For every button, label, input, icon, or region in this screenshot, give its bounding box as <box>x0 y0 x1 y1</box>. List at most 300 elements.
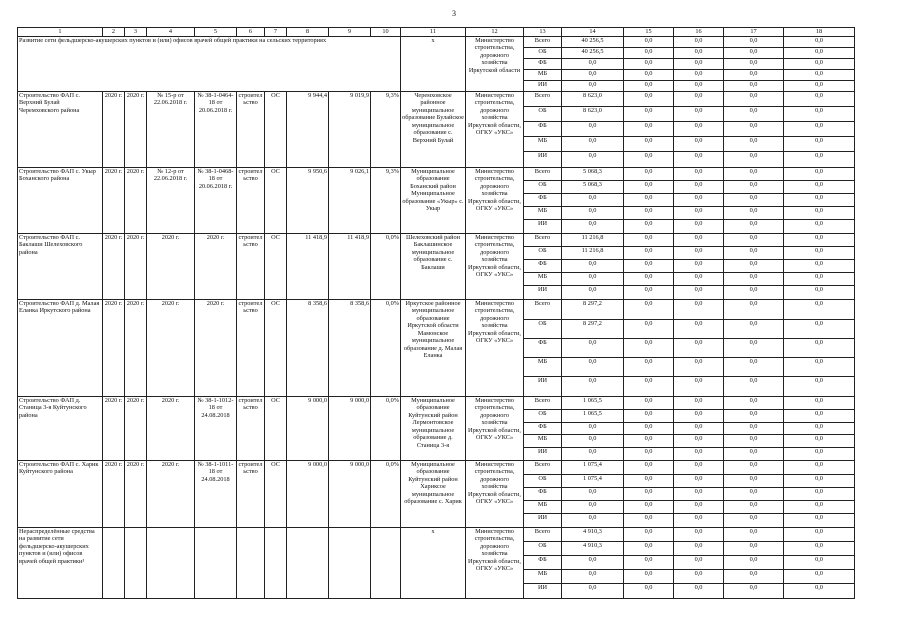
amount-cell: 0,0 <box>784 47 855 58</box>
amount-cell: 0,0 <box>624 513 674 527</box>
funding-source-label: ОБ <box>524 180 562 193</box>
fund-code: ОС <box>265 299 287 396</box>
amount-cell: 0,0 <box>624 569 674 583</box>
amount-cell: 0,0 <box>724 569 784 583</box>
column-header-4: 4 <box>147 28 195 37</box>
amount-cell: 0,0 <box>562 193 624 206</box>
remaining-cost: 9 026,1 <box>329 167 371 233</box>
amount-cell: 0,0 <box>724 396 784 409</box>
funding-source-label: ИИ <box>524 219 562 233</box>
amount-cell: 0,0 <box>624 151 674 167</box>
amount-cell: 0,0 <box>674 487 724 500</box>
amount-cell: 0,0 <box>724 106 784 121</box>
amount-cell: 0,0 <box>674 447 724 460</box>
amount-cell: 0,0 <box>674 259 724 272</box>
amount-cell: 0,0 <box>624 319 674 338</box>
estimated-cost <box>287 527 329 598</box>
responsible-executor: Министерство строительства, дорожного хозяйства Иркутской области, ОГКУ «УКС» <box>466 167 524 233</box>
amount-cell: 0,0 <box>674 206 724 219</box>
amount-cell: 0,0 <box>674 434 724 447</box>
amount-cell: 8 297,2 <box>562 299 624 319</box>
funding-source-label: Всего <box>524 460 562 474</box>
amount-cell: 11 216,8 <box>562 246 624 259</box>
amount-cell: 0,0 <box>624 460 674 474</box>
funding-source-label: ИИ <box>524 151 562 167</box>
municipality: х <box>401 527 466 598</box>
amount-cell: 8 623,0 <box>562 106 624 121</box>
funding-source-label: ИИ <box>524 285 562 299</box>
expertise-ref: 2020 г. <box>195 299 237 396</box>
amount-cell: 0,0 <box>624 500 674 513</box>
amount-cell: 0,0 <box>724 246 784 259</box>
amount-cell: 0,0 <box>724 513 784 527</box>
amount-cell: 40 256,5 <box>562 36 624 47</box>
amount-cell: 0,0 <box>724 91 784 106</box>
amount-cell: 0,0 <box>674 541 724 555</box>
amount-cell: 0,0 <box>784 500 855 513</box>
funding-source-label: ФБ <box>524 259 562 272</box>
amount-cell: 0,0 <box>784 555 855 569</box>
table-row <box>18 233 855 246</box>
object-name: Строительство ФАП с. Баклаши Шелеховского района <box>18 233 103 299</box>
amount-cell: 0,0 <box>674 47 724 58</box>
funding-source-label: ОБ <box>524 246 562 259</box>
amount-cell: 11 216,8 <box>562 233 624 246</box>
column-header-18: 18 <box>784 28 855 37</box>
amount-cell: 0,0 <box>562 555 624 569</box>
amount-cell: 5 068,3 <box>562 180 624 193</box>
fund-code: ОС <box>265 233 287 299</box>
page-number: 3 <box>452 9 456 18</box>
funding-source-label: Всего <box>524 167 562 180</box>
amount-cell: 0,0 <box>724 285 784 299</box>
amount-cell: 5 068,3 <box>562 167 624 180</box>
amount-cell: 0,0 <box>562 121 624 136</box>
responsible-executor: Министерство строительства, дорожного хозяйства Иркутской области, ОГКУ «УКС» <box>466 460 524 527</box>
amount-cell: 0,0 <box>624 167 674 180</box>
funding-source-label: ОБ <box>524 47 562 58</box>
expertise-ref: № 38-1-0468-18 от 20.06.2018 г. <box>195 167 237 233</box>
amount-cell: 0,0 <box>724 259 784 272</box>
column-header-7: 7 <box>265 28 287 37</box>
table-row <box>18 91 855 106</box>
amount-cell: 0,0 <box>562 58 624 69</box>
table-row <box>18 527 855 541</box>
amount-cell: 0,0 <box>784 233 855 246</box>
decree-ref: 2020 г. <box>147 233 195 299</box>
column-header-12: 12 <box>466 28 524 37</box>
amount-cell: 0,0 <box>562 69 624 80</box>
amount-cell: 0,0 <box>624 259 674 272</box>
amount-cell: 40 256,5 <box>562 47 624 58</box>
program-label: Развитие сети фельдшерско-акушерских пунктов и (или) офисов врачей общей практики на сельских территориях <box>18 36 401 91</box>
amount-cell: 0,0 <box>674 357 724 376</box>
amount-cell: 0,0 <box>674 527 724 541</box>
amount-cell: 0,0 <box>674 106 724 121</box>
estimated-cost: 9 000,0 <box>287 396 329 460</box>
amount-cell: 0,0 <box>562 136 624 151</box>
work-type: строительство <box>237 233 265 299</box>
amount-cell: 0,0 <box>724 555 784 569</box>
readiness-percent: 0,0% <box>371 396 401 460</box>
amount-cell: 0,0 <box>724 47 784 58</box>
header-row <box>18 28 855 37</box>
amount-cell: 0,0 <box>674 583 724 598</box>
amount-cell: 0,0 <box>624 91 674 106</box>
remaining-cost: 9 000,0 <box>329 396 371 460</box>
amount-cell: 0,0 <box>784 583 855 598</box>
amount-cell: 0,0 <box>784 434 855 447</box>
amount-cell: 0,0 <box>562 422 624 434</box>
funding-source-label: ИИ <box>524 513 562 527</box>
estimated-cost: 9 944,4 <box>287 91 329 167</box>
amount-cell: 4 910,3 <box>562 527 624 541</box>
amount-cell: 0,0 <box>724 69 784 80</box>
amount-cell: 0,0 <box>674 338 724 357</box>
amount-cell: 0,0 <box>674 409 724 422</box>
funding-source-label: ФБ <box>524 555 562 569</box>
amount-cell: 0,0 <box>624 219 674 233</box>
amount-cell: 0,0 <box>784 36 855 47</box>
amount-cell: 0,0 <box>784 80 855 91</box>
responsible-executor: Министерство строительства, дорожного хозяйства Иркутской области <box>466 36 524 91</box>
amount-cell: 0,0 <box>784 180 855 193</box>
amount-cell: 0,0 <box>784 285 855 299</box>
amount-cell: 0,0 <box>562 569 624 583</box>
amount-cell: 0,0 <box>562 376 624 396</box>
amount-cell: 1 075,4 <box>562 474 624 487</box>
amount-cell: 0,0 <box>724 487 784 500</box>
amount-cell: 0,0 <box>724 541 784 555</box>
column-header-3: 3 <box>125 28 147 37</box>
amount-cell: 0,0 <box>624 136 674 151</box>
amount-cell: 0,0 <box>674 319 724 338</box>
work-type: строительство <box>237 299 265 396</box>
funding-source-label: МБ <box>524 500 562 513</box>
funding-source-label: ОБ <box>524 541 562 555</box>
start-year: 2020 г. <box>103 460 125 527</box>
amount-cell: 0,0 <box>784 396 855 409</box>
amount-cell: 0,0 <box>674 151 724 167</box>
funding-source-label: ФБ <box>524 58 562 69</box>
amount-cell: 0,0 <box>784 167 855 180</box>
amount-cell: 0,0 <box>624 555 674 569</box>
table-row <box>18 460 855 474</box>
amount-cell: 0,0 <box>784 136 855 151</box>
amount-cell: 0,0 <box>784 193 855 206</box>
amount-cell: 0,0 <box>562 80 624 91</box>
amount-cell: 0,0 <box>562 285 624 299</box>
column-header-10: 10 <box>371 28 401 37</box>
readiness-percent: 0,0% <box>371 299 401 396</box>
amount-cell: 0,0 <box>562 434 624 447</box>
funding-source-label: ОБ <box>524 409 562 422</box>
amount-cell: 0,0 <box>784 246 855 259</box>
amount-cell: 0,0 <box>624 474 674 487</box>
amount-cell: 0,0 <box>624 69 674 80</box>
amount-cell: 0,0 <box>562 513 624 527</box>
amount-cell: 0,0 <box>624 409 674 422</box>
object-name: Строительство ФАП д. Станица 3-я Куйтунского района <box>18 396 103 460</box>
expertise-ref: 2020 г. <box>195 233 237 299</box>
amount-cell: 0,0 <box>674 136 724 151</box>
amount-cell: 0,0 <box>724 80 784 91</box>
remaining-cost: 9 019,9 <box>329 91 371 167</box>
amount-cell: 8 297,2 <box>562 319 624 338</box>
readiness-percent: 0,0% <box>371 460 401 527</box>
amount-cell: 0,0 <box>624 422 674 434</box>
amount-cell: 0,0 <box>624 47 674 58</box>
funding-source-label: Всего <box>524 396 562 409</box>
amount-cell: 0,0 <box>724 460 784 474</box>
amount-cell: 0,0 <box>674 569 724 583</box>
amount-cell: 0,0 <box>624 233 674 246</box>
funding-source-label: Всего <box>524 527 562 541</box>
column-header-17: 17 <box>724 28 784 37</box>
municipality: Муниципальное образование Куйтунский район Лермонтовское муниципальное образование д. Станица 3-я <box>401 396 466 460</box>
municipality: Черемховское районное муниципальное образование Булайское муниципальное образование с. Верхний Булай <box>401 91 466 167</box>
amount-cell: 0,0 <box>674 36 724 47</box>
funding-source-label: Всего <box>524 299 562 319</box>
amount-cell: 0,0 <box>724 319 784 338</box>
amount-cell: 0,0 <box>784 91 855 106</box>
decree-ref: 2020 г. <box>147 460 195 527</box>
table-row <box>18 36 855 47</box>
funding-source-label: ИИ <box>524 583 562 598</box>
fund-code: ОС <box>265 91 287 167</box>
column-header-6: 6 <box>237 28 265 37</box>
amount-cell: 0,0 <box>784 259 855 272</box>
funding-source-label: ИИ <box>524 80 562 91</box>
amount-cell: 0,0 <box>674 167 724 180</box>
amount-cell: 0,0 <box>724 151 784 167</box>
expertise-ref <box>195 527 237 598</box>
responsible-executor: Министерство строительства, дорожного хозяйства Иркутской области, ОГКУ «УКС» <box>466 396 524 460</box>
work-type: строительство <box>237 167 265 233</box>
amount-cell: 0,0 <box>674 513 724 527</box>
amount-cell: 0,0 <box>674 69 724 80</box>
estimated-cost: 11 418,9 <box>287 233 329 299</box>
readiness-percent: 0,0% <box>371 233 401 299</box>
remaining-cost: 11 418,9 <box>329 233 371 299</box>
amount-cell: 0,0 <box>724 180 784 193</box>
amount-cell: 0,0 <box>784 527 855 541</box>
amount-cell: 0,0 <box>724 136 784 151</box>
work-type: строительство <box>237 396 265 460</box>
amount-cell: 0,0 <box>784 487 855 500</box>
funding-source-label: ФБ <box>524 121 562 136</box>
funding-source-label: ИИ <box>524 376 562 396</box>
table-body <box>18 28 855 599</box>
end-year: 2020 г. <box>125 396 147 460</box>
funding-source-label: МБ <box>524 434 562 447</box>
fund-code <box>265 527 287 598</box>
amount-cell: 0,0 <box>724 583 784 598</box>
amount-cell: 0,0 <box>724 527 784 541</box>
amount-cell: 0,0 <box>624 106 674 121</box>
amount-cell: 0,0 <box>724 447 784 460</box>
amount-cell: 0,0 <box>562 272 624 285</box>
amount-cell: 0,0 <box>624 487 674 500</box>
amount-cell: 0,0 <box>674 80 724 91</box>
amount-cell: 0,0 <box>784 513 855 527</box>
column-header-13: 13 <box>524 28 562 37</box>
estimated-cost: 8 358,6 <box>287 299 329 396</box>
amount-cell: 0,0 <box>624 527 674 541</box>
amount-cell: 0,0 <box>784 338 855 357</box>
amount-cell: 0,0 <box>562 206 624 219</box>
column-header-8: 8 <box>287 28 329 37</box>
amount-cell: 0,0 <box>784 541 855 555</box>
amount-cell: 0,0 <box>562 447 624 460</box>
amount-cell: 0,0 <box>724 206 784 219</box>
amount-cell: 0,0 <box>674 474 724 487</box>
amount-cell: 0,0 <box>674 233 724 246</box>
responsible-executor: Министерство строительства, дорожного хозяйства Иркутской области, ОГКУ «УКС» <box>466 527 524 598</box>
municipality: Муниципальное образование Куйтунский район Хариксое муниципальное образование с. Харик <box>401 460 466 527</box>
amount-cell: 0,0 <box>624 36 674 47</box>
end-year: 2020 г. <box>125 167 147 233</box>
amount-cell: 0,0 <box>674 299 724 319</box>
amount-cell: 0,0 <box>674 180 724 193</box>
amount-cell: 0,0 <box>784 106 855 121</box>
municipality: Иркутское районное муниципальное образование Иркутской области Мамонское муниципальное образование д. Малая Еланка <box>401 299 466 396</box>
readiness-percent: 9,3% <box>371 167 401 233</box>
start-year: 2020 г. <box>103 167 125 233</box>
amount-cell: 0,0 <box>562 151 624 167</box>
table-row <box>18 396 855 409</box>
municipality: х <box>401 36 466 91</box>
amount-cell: 0,0 <box>624 193 674 206</box>
start-year: 2020 г. <box>103 396 125 460</box>
end-year: 2020 г. <box>125 233 147 299</box>
amount-cell: 0,0 <box>674 193 724 206</box>
funding-source-label: МБ <box>524 569 562 583</box>
amount-cell: 0,0 <box>784 409 855 422</box>
amount-cell: 0,0 <box>784 299 855 319</box>
funding-source-label: МБ <box>524 69 562 80</box>
funding-source-label: Всего <box>524 233 562 246</box>
amount-cell: 0,0 <box>784 376 855 396</box>
responsible-executor: Министерство строительства, дорожного хозяйства Иркутской области, ОГКУ «УКС» <box>466 299 524 396</box>
amount-cell: 0,0 <box>674 422 724 434</box>
amount-cell: 0,0 <box>784 569 855 583</box>
work-type <box>237 527 265 598</box>
municipality: Муниципальное образование Боханский район Муниципальное образование «Укыр» с. Укыр <box>401 167 466 233</box>
amount-cell: 0,0 <box>724 376 784 396</box>
amount-cell: 1 075,4 <box>562 460 624 474</box>
amount-cell: 0,0 <box>784 474 855 487</box>
start-year: 2020 г. <box>103 233 125 299</box>
funding-source-label: МБ <box>524 206 562 219</box>
funding-source-label: МБ <box>524 272 562 285</box>
amount-cell: 0,0 <box>624 338 674 357</box>
amount-cell: 0,0 <box>562 583 624 598</box>
object-name: Строительство ФАП с. Верхний Булай Черемховского района <box>18 91 103 167</box>
amount-cell: 0,0 <box>674 555 724 569</box>
amount-cell: 4 910,3 <box>562 541 624 555</box>
amount-cell: 0,0 <box>674 285 724 299</box>
column-header-15: 15 <box>624 28 674 37</box>
funding-source-label: ФБ <box>524 193 562 206</box>
decree-ref <box>147 527 195 598</box>
amount-cell: 0,0 <box>674 121 724 136</box>
amount-cell: 0,0 <box>724 357 784 376</box>
amount-cell: 0,0 <box>724 434 784 447</box>
end-year: 2020 г. <box>125 299 147 396</box>
municipality: Шелеховский район Баклашинское муниципальное образование с. Баклаши <box>401 233 466 299</box>
amount-cell: 0,0 <box>784 58 855 69</box>
work-type: строительство <box>237 460 265 527</box>
amount-cell: 0,0 <box>624 80 674 91</box>
object-name: Строительство ФАП с. Укыр Боханского района <box>18 167 103 233</box>
remaining-cost: 9 000,0 <box>329 460 371 527</box>
amount-cell: 0,0 <box>784 272 855 285</box>
amount-cell: 0,0 <box>784 121 855 136</box>
amount-cell: 1 065,5 <box>562 396 624 409</box>
column-header-16: 16 <box>674 28 724 37</box>
funding-source-label: ОБ <box>524 106 562 121</box>
amount-cell: 0,0 <box>624 246 674 259</box>
amount-cell: 0,0 <box>784 460 855 474</box>
amount-cell: 0,0 <box>624 447 674 460</box>
amount-cell: 0,0 <box>724 338 784 357</box>
amount-cell: 0,0 <box>624 434 674 447</box>
column-header-9: 9 <box>329 28 371 37</box>
amount-cell: 0,0 <box>784 422 855 434</box>
fund-code: ОС <box>265 396 287 460</box>
start-year: 2020 г. <box>103 91 125 167</box>
end-year: 2020 г. <box>125 91 147 167</box>
column-header-5: 5 <box>195 28 237 37</box>
funding-source-label: ОБ <box>524 474 562 487</box>
funding-source-label: ФБ <box>524 422 562 434</box>
amount-cell: 0,0 <box>674 376 724 396</box>
amount-cell: 0,0 <box>624 376 674 396</box>
fund-code: ОС <box>265 167 287 233</box>
remaining-cost <box>329 527 371 598</box>
funding-source-label: Всего <box>524 36 562 47</box>
funding-source-label: ОБ <box>524 319 562 338</box>
table-row <box>18 167 855 180</box>
amount-cell: 0,0 <box>624 299 674 319</box>
amount-cell: 0,0 <box>674 219 724 233</box>
responsible-executor: Министерство строительства, дорожного хозяйства Иркутской области, ОГКУ «УКС» <box>466 91 524 167</box>
column-header-14: 14 <box>562 28 624 37</box>
responsible-executor: Министерство строительства, дорожного хозяйства Иркутской области, ОГКУ «УКС» <box>466 233 524 299</box>
amount-cell: 0,0 <box>784 69 855 80</box>
amount-cell: 0,0 <box>724 474 784 487</box>
amount-cell: 0,0 <box>562 487 624 500</box>
amount-cell: 0,0 <box>624 285 674 299</box>
amount-cell: 0,0 <box>784 219 855 233</box>
start-year <box>103 527 125 598</box>
remaining-cost: 8 358,6 <box>329 299 371 396</box>
amount-cell: 0,0 <box>784 151 855 167</box>
amount-cell: 0,0 <box>724 167 784 180</box>
budget-table <box>17 27 855 599</box>
amount-cell: 0,0 <box>674 500 724 513</box>
amount-cell: 0,0 <box>624 206 674 219</box>
amount-cell: 0,0 <box>562 338 624 357</box>
amount-cell: 0,0 <box>624 396 674 409</box>
amount-cell: 0,0 <box>624 180 674 193</box>
funding-source-label: МБ <box>524 357 562 376</box>
end-year: 2020 г. <box>125 460 147 527</box>
amount-cell: 0,0 <box>624 541 674 555</box>
fund-code: ОС <box>265 460 287 527</box>
amount-cell: 0,0 <box>674 460 724 474</box>
